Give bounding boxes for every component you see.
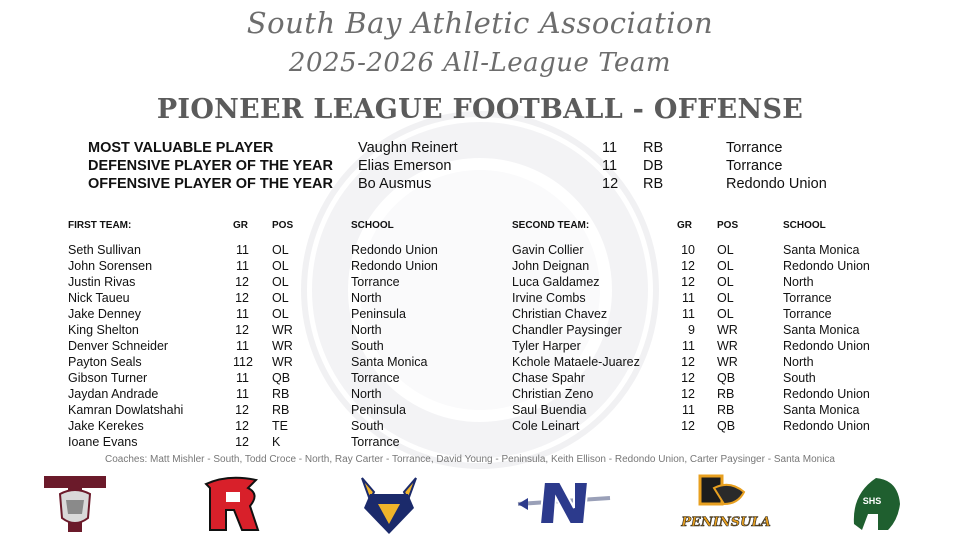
player-grade: 11: [236, 371, 249, 385]
player-school: Redondo Union: [783, 419, 870, 433]
grade-heading: GR: [677, 220, 692, 231]
player-position: RB: [717, 403, 735, 417]
award-title: DEFENSIVE PLAYER OF THE YEAR: [88, 158, 333, 174]
player-school: South: [783, 371, 816, 385]
player-school: North: [783, 355, 814, 369]
school-logos-row: [0, 470, 960, 540]
award-player-name: Elias Emerson: [358, 158, 452, 174]
player-school: Redondo Union: [783, 387, 870, 401]
player-school: Torrance: [351, 275, 400, 289]
player-school: Torrance: [783, 307, 832, 321]
awards-section: [88, 139, 888, 193]
player-position: OL: [272, 259, 289, 273]
player-school: Torrance: [351, 435, 400, 449]
award-row: [88, 139, 888, 157]
player-school: North: [351, 323, 382, 337]
player-grade: 9: [688, 323, 695, 337]
award-player-name: Vaughn Reinert: [358, 140, 458, 156]
award-position: RB: [643, 176, 664, 192]
award-position: RB: [643, 140, 664, 156]
player-grade: 12: [681, 259, 695, 273]
player-position: RB: [272, 403, 290, 417]
player-position: OL: [717, 307, 734, 321]
player-grade: 11: [682, 291, 695, 305]
player-name: Jake Kerekes: [68, 419, 144, 433]
player-name: Gibson Turner: [68, 371, 148, 385]
player-grade: 12: [235, 323, 249, 337]
player-name: Justin Rivas: [68, 275, 136, 289]
player-position: K: [272, 435, 281, 449]
player-grade: 11: [682, 307, 695, 321]
player-school: Redondo Union: [783, 339, 870, 353]
player-name: Christian Zeno: [512, 387, 594, 401]
award-school: Redondo Union: [726, 176, 827, 192]
position-heading: POS: [717, 220, 739, 231]
player-grade: 11: [236, 259, 249, 273]
association-title: South Bay Athletic Association: [246, 6, 714, 40]
grade-heading: GR: [233, 220, 248, 231]
player-school: Torrance: [351, 371, 400, 385]
position-heading: POS: [272, 220, 294, 231]
player-position: TE: [272, 419, 288, 433]
award-title: MOST VALUABLE PLAYER: [88, 140, 274, 156]
player-grade: 11: [236, 307, 249, 321]
award-school: Torrance: [726, 140, 783, 156]
player-grade: 12: [681, 275, 695, 289]
player-name: Seth Sullivan: [68, 243, 141, 257]
player-grade: 11: [236, 243, 249, 257]
player-school: North: [783, 275, 814, 289]
player-grade: 11: [236, 387, 249, 401]
player-position: RB: [717, 387, 735, 401]
player-name: Jaydan Andrade: [68, 387, 159, 401]
torrance-t-logo-icon: [42, 474, 108, 534]
player-position: WR: [717, 339, 738, 353]
award-row: [88, 175, 888, 193]
player-school: Redondo Union: [783, 259, 870, 273]
player-position: WR: [272, 339, 293, 353]
player-school: Redondo Union: [351, 259, 438, 273]
coaches-line: Coaches: Matt Mishler - South, Todd Croce - North, Ray Carter - Torrance, David Young - Peninsula, Keith Ellison - Redondo Union, Carter Paysinger - Santa Monica: [105, 454, 835, 465]
school-heading: SCHOOL: [783, 220, 826, 231]
player-grade: 12: [235, 435, 249, 449]
player-position: RB: [272, 387, 290, 401]
player-name: Kamran Dowlatshahi: [68, 403, 184, 417]
player-grade: 12: [681, 419, 695, 433]
player-grade: 12: [681, 387, 695, 401]
player-name: Payton Seals: [68, 355, 142, 369]
player-name: Tyler Harper: [512, 339, 581, 353]
league-title: PIONEER LEAGUE FOOTBALL - OFFENSE: [156, 94, 804, 125]
player-grade: 11: [236, 339, 249, 353]
award-position: DB: [643, 158, 664, 174]
player-school: South: [351, 419, 384, 433]
school-heading: SCHOOL: [351, 220, 394, 231]
player-name: Christian Chavez: [512, 307, 608, 321]
player-position: QB: [717, 371, 736, 385]
player-name: Gavin Collier: [512, 243, 584, 257]
player-school: Santa Monica: [351, 355, 428, 369]
player-position: OL: [272, 243, 289, 257]
player-grade: 10: [681, 243, 695, 257]
team-heading: FIRST TEAM:: [68, 220, 132, 231]
player-position: OL: [717, 291, 734, 305]
player-position: WR: [272, 355, 293, 369]
player-school: South: [351, 339, 384, 353]
player-position: OL: [272, 275, 289, 289]
award-row: [88, 157, 888, 175]
player-name: Jake Denney: [68, 307, 141, 321]
player-grade: 12: [235, 275, 249, 289]
award-grade: 11: [602, 140, 618, 156]
player-school: Peninsula: [351, 403, 406, 417]
player-grade: 112: [233, 355, 253, 369]
player-school: Torrance: [783, 291, 832, 305]
player-name: Nick Taueu: [68, 291, 130, 305]
player-name: Saul Buendia: [512, 403, 587, 417]
player-grade: 12: [235, 419, 249, 433]
svg-text:PENINSULA: PENINSULA: [681, 515, 771, 530]
player-name: Ioane Evans: [68, 435, 138, 449]
svg-text:SHS: SHS: [862, 496, 882, 506]
player-name: Chandler Paysinger: [512, 323, 622, 337]
award-player-name: Bo Ausmus: [358, 176, 432, 192]
player-name: Chase Spahr: [512, 371, 585, 385]
player-name: John Deignan: [512, 259, 590, 273]
season-title: 2025-2026 All-League Team: [288, 48, 672, 78]
player-school: Santa Monica: [783, 403, 860, 417]
award-school: Torrance: [726, 158, 783, 174]
redondo-r-logo-icon: [198, 474, 268, 534]
player-name: King Shelton: [68, 323, 139, 337]
player-school: Redondo Union: [351, 243, 438, 257]
player-name: John Sorensen: [68, 259, 153, 273]
player-grade: 12: [235, 403, 249, 417]
player-position: QB: [717, 419, 736, 433]
player-school: Peninsula: [351, 307, 406, 321]
north-viking-logo-icon: [356, 474, 422, 536]
player-position: OL: [272, 307, 289, 321]
player-grade: 11: [682, 339, 695, 353]
player-grade: 12: [681, 355, 695, 369]
player-grade: 11: [682, 403, 695, 417]
award-title: OFFENSIVE PLAYER OF THE YEAR: [88, 176, 333, 192]
player-school: Santa Monica: [783, 323, 860, 337]
player-position: OL: [272, 291, 289, 305]
player-name: Kchole Mataele-Juarez: [512, 355, 640, 369]
player-position: QB: [272, 371, 291, 385]
award-grade: 11: [602, 158, 618, 174]
player-position: WR: [717, 323, 738, 337]
player-position: WR: [717, 355, 738, 369]
peninsula-panther-logo-icon: [681, 474, 771, 534]
player-grade: 12: [235, 291, 249, 305]
south-spartan-logo-icon: [848, 474, 904, 532]
player-name: Luca Galdamez: [512, 275, 600, 289]
player-name: Cole Leinart: [512, 419, 580, 433]
player-position: WR: [272, 323, 293, 337]
player-position: OL: [717, 259, 734, 273]
player-name: Denver Schneider: [68, 339, 169, 353]
santa-monica-n-logo-icon: [514, 474, 614, 530]
award-grade: 12: [602, 176, 619, 192]
player-school: Santa Monica: [783, 243, 860, 257]
player-position: OL: [717, 275, 734, 289]
player-name: Irvine Combs: [512, 291, 586, 305]
player-school: North: [351, 387, 382, 401]
player-grade: 12: [681, 371, 695, 385]
team-heading: SECOND TEAM:: [512, 220, 590, 231]
player-position: OL: [717, 243, 734, 257]
player-school: North: [351, 291, 382, 305]
